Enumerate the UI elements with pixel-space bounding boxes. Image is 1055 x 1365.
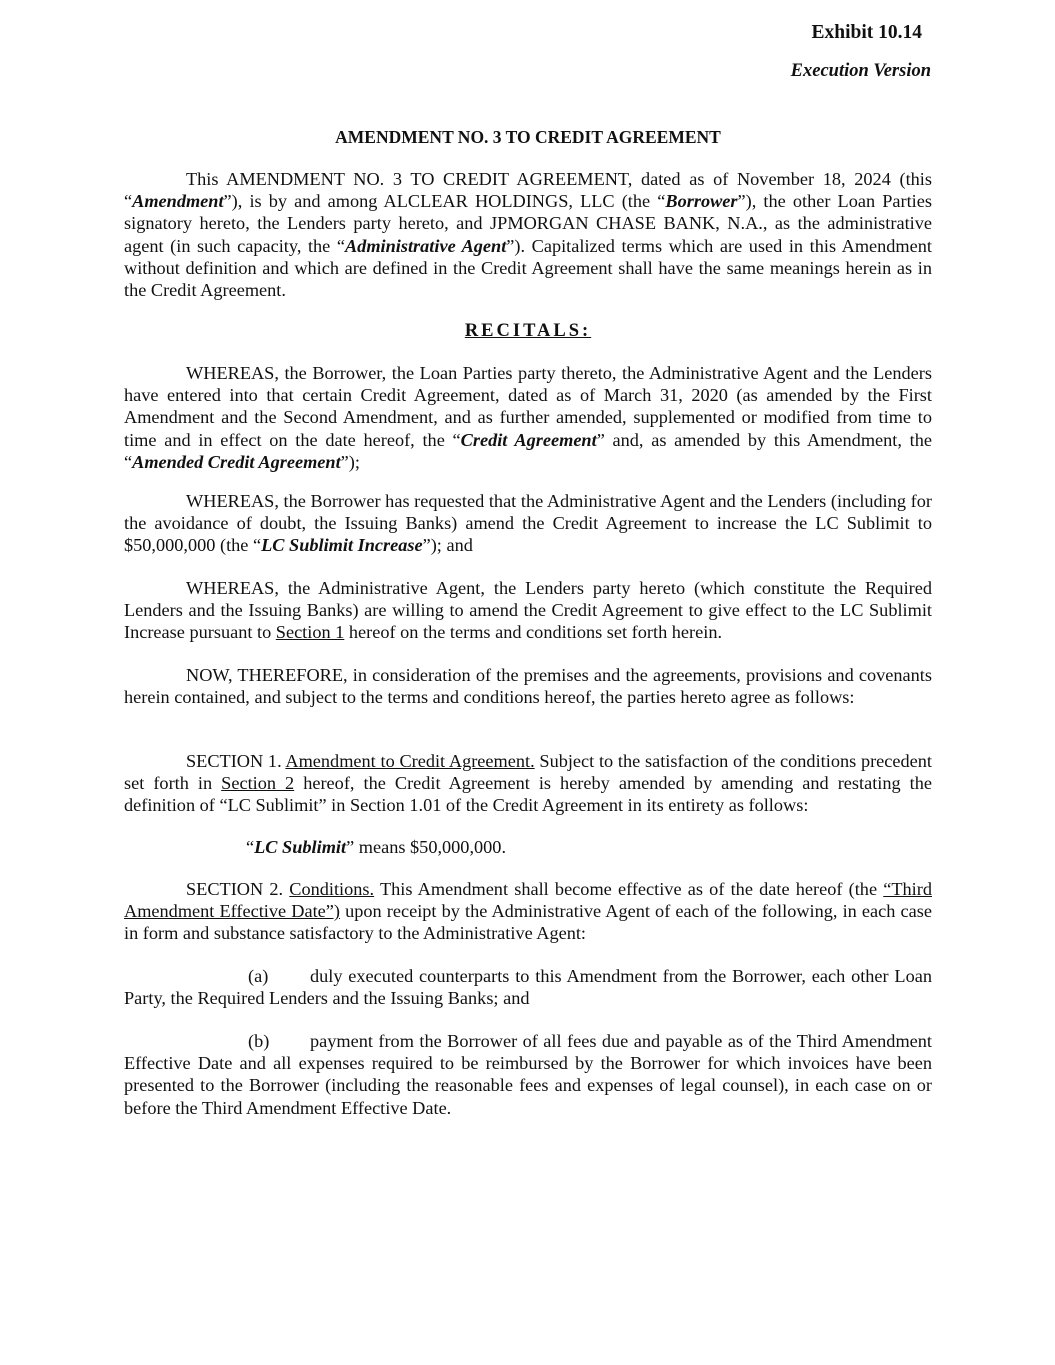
definition-text: ” means $50,000,000.: [346, 837, 507, 857]
whereas1-text-1: WHEREAS, the Borrower, the Loan Parties party thereto, the Administrative Agent and the Lenders have entered into that certain Credit Agreement, dated as of March 31, 2020 (as amended by the First Amendment and the Second Amendment, and as further amended, supplemented or modified from time to time and in effect on the date hereof, the “: [124, 363, 932, 450]
condition-item-a: [124, 965, 932, 1009]
section-1-paragraph: [124, 750, 932, 817]
item-a-text: duly executed counterparts to this Amendment from the Borrower, each other Loan Party, the Required Lenders and the Issuing Banks; and: [124, 966, 932, 1009]
now-therefore-paragraph: NOW, THEREFORE, in consideration of the premises and the agreements, provisions and covenants herein contained, and subject to the terms and conditions hereof, the parties hereto agree as follows:: [124, 665, 932, 708]
condition-item-b: [124, 1030, 932, 1119]
whereas1-text-2: ” and, as amended by this Amendment, the “: [124, 429, 932, 472]
section-2-text-2: upon receipt by the Administrative Agent of each of the following, in each case in form and substance satisfactory to the Administrative Agent:: [124, 901, 932, 944]
section-2-label: SECTION 2.: [186, 879, 290, 899]
section-2-heading: Conditions.: [289, 879, 375, 899]
term-borrower: Borrower: [665, 191, 738, 212]
term-third-amendment-effective-date: “Third Amendment Effective Date”): [124, 879, 932, 922]
whereas2-text-2: ”); and: [422, 535, 473, 556]
section-2-reference: Section 2: [221, 773, 295, 794]
recitals-heading: [124, 320, 932, 342]
item-a-marker: (a): [248, 966, 269, 986]
term-lc-sublimit-increase: LC Sublimit Increase: [261, 535, 423, 556]
section-1-text-1: Subject to the satisfaction of the conditions precedent set forth in: [124, 751, 932, 794]
section-1-label: SECTION 1.: [186, 751, 286, 771]
term-amended-credit-agreement: Amended Credit Agreement: [132, 451, 341, 472]
section-1-reference: Section 1: [275, 622, 345, 643]
intro-text-4: ”). Capitalized terms which are used in this Amendment without definition and which are defined in the Credit Agreement shall have the same meanings herein as in the Credit Agreement.: [124, 235, 932, 301]
item-b-marker: (b): [248, 1031, 270, 1051]
section-1-heading: Amendment to Credit Agreement.: [285, 751, 535, 771]
definition-open-quote: “: [246, 837, 255, 857]
intro-text-1: This AMENDMENT NO. 3 TO CREDIT AGREEMENT, dated as of November 18, 2024 (this “: [124, 169, 932, 212]
whereas3-text-1: WHEREAS, the Administrative Agent, the Lenders party hereto (which constitute the Required Lenders and the Issuing Banks) are willing to amend the Credit Agreement to give effect to the LC Sublimit Increase pursuant to: [124, 578, 932, 643]
whereas-paragraph-2: [124, 490, 932, 557]
lc-sublimit-definition: [246, 836, 506, 858]
term-credit-agreement: Credit Agreement: [460, 429, 597, 450]
intro-text-3: ”), the other Loan Parties signatory hereto, the Lenders party hereto, and JPMORGAN CHASE BANK, N.A., as the administrative agent (in such capacity, the “: [124, 191, 932, 256]
execution-version-label: Execution Version: [790, 61, 931, 81]
intro-text-2: ”), is by and among ALCLEAR HOLDINGS, LLC (the “: [223, 191, 666, 212]
intro-paragraph: [124, 168, 932, 301]
term-amendment: Amendment: [132, 191, 224, 212]
exhibit-number: Exhibit 10.14: [811, 22, 922, 43]
whereas-paragraph-3: [124, 577, 932, 644]
section-2-text-1: This Amendment shall become effective as of the date hereof (the: [374, 879, 884, 899]
term-administrative-agent: Administrative Agent: [344, 235, 507, 256]
section-2-paragraph: [124, 878, 932, 945]
term-lc-sublimit: LC Sublimit: [254, 837, 347, 857]
whereas3-text-2: hereof on the terms and conditions set forth herein.: [344, 622, 723, 643]
recitals-heading-text: RECITALS:: [464, 321, 592, 341]
item-b-text: payment from the Borrower of all fees due and payable as of the Third Amendment Effective Date and all expenses required to be reimbursed by the Borrower for which invoices have been presented to the Borrower (including the reasonable fees and expenses of legal counsel), in each case on or before the Third Amendment Effective Date.: [124, 1031, 932, 1118]
whereas2-text-1: WHEREAS, the Borrower has requested that the Administrative Agent and the Lenders (including for the avoidance of doubt, the Issuing Banks) amend the Credit Agreement to increase the LC Sublimit to $50,000,000 (the “: [124, 491, 932, 556]
document-title: AMENDMENT NO. 3 TO CREDIT AGREEMENT: [335, 127, 721, 147]
section-1-text-2: hereof, the Credit Agreement is hereby amended by amending and restating the definition of “LC Sublimit” in Section 1.01 of the Credit Agreement in its entirety as follows:: [124, 773, 933, 816]
whereas1-text-3: ”);: [340, 451, 360, 472]
whereas-paragraph-1: [124, 362, 932, 473]
